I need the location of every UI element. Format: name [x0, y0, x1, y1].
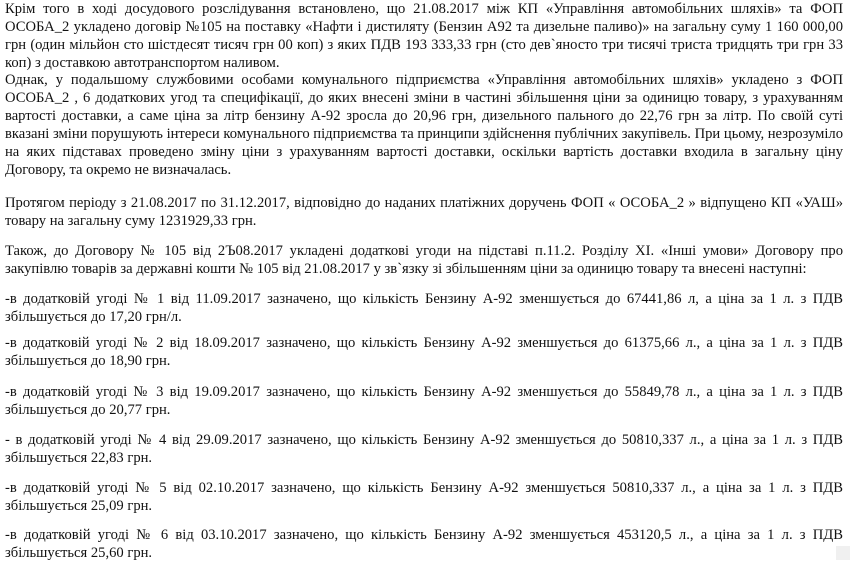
list-item-agreement-3: -в додатковій угоді № 3 від 19.09.2017 зазначено, що кількість Бензину А-92 зменшується до 55849,78 л., а ціна за 1 л. з ПДВ збільшується до 20,77 грн. [5, 384, 843, 418]
paragraph-additional-agreements-intro: Також, до Договору № 105 від 2Ъ08.2017 укладені додаткові угоди на підставі п.11.2. Розділу XI. «Інші умови» Договору про закупівлю товарів за державні кошти № 105 від 21.08.2017 у зв`язку зі збільшенням ціни за одиницю товару та внесені наступні: [5, 243, 843, 277]
list-item-agreement-5: -в додатковій угоді № 5 від 02.10.2017 зазначено, що кількість Бензину А-92 зменшується 50810,337 л., а ціна за 1 л. з ПДВ збільшується 25,09 грн. [5, 480, 843, 514]
list-item-agreement-6: -в додатковій угоді № 6 від 03.10.2017 зазначено, що кількість Бензину А-92 зменшується 453120,5 л., а ціна за 1 л. з ПДВ збільшується 25,60 грн. [5, 527, 843, 561]
list-item-agreement-1: -в додатковій угоді № 1 від 11.09.2017 зазначено, що кількість Бензину А-92 зменшується до 67441,86 л, а ціна за 1 л. з ПДВ збільшується до 17,20 грн/л. [5, 291, 843, 325]
paragraph-price-changes: Однак, у подальшому службовими особами комунального підприємства «Управління автомобільних шляхів» укладено з ФОП ОСОБА_2 , 6 додаткових угод та специфікації, до яких внесені зміни в частині збільшення ціни за одиницю товару, з урахуванням вартості доставки, а саме ціна за літр бензину А-92 зросла до 20,96 грн, дизельного пального до 22,76 грн за літр. По своїй суті вказані зміни порушують інтереси комунального підприємства та принципи здійснення публічних закупівель. При цьому, незрозуміло на яких підставах проведено зміну ціни з урахуванням вартості доставки, оскільки вартість доставки входила в загальну ціну Договору, та окремо не визначалась. [5, 72, 843, 178]
paragraph-delivery-period: Протягом періоду з 21.08.2017 по 31.12.2017, відповідно до наданих платіжних доручень ФОП « ОСОБА_2 » відпущено КП «УАШ» товару на загальну суму 1231929,33 грн. [5, 195, 843, 229]
paragraph-contract-details: Крім того в ході досудового розслідування встановлено, що 21.08.2017 між КП «Управління автомобільних шляхів» та ФОП ОСОБА_2 укладено договір №105 на поставку «Нафти і дистиляту (Бензин А92 та дизельне паливо)» на загальну суму 1 160 000,00 грн (один мільйон сто шістдесят тисяч грн 00 коп) з яких ПДВ 193 333,33 грн (сто дев`яносто три тисячі триста тридцять три грн 33 коп) з доставкою автотранспортом наливом. [5, 1, 843, 71]
list-item-agreement-2: -в додатковій угоді № 2 від 18.09.2017 зазначено, що кількість Бензину А-92 зменшується до 61375,66 л., а ціна за 1 л. з ПДВ збільшується до 18,90 грн. [5, 335, 843, 369]
scrollbar-corner [836, 546, 850, 560]
list-item-agreement-4: - в додатковій угоді № 4 від 29.09.2017 зазначено, що кількість Бензину А-92 зменшується до 50810,337 л., а ціна за 1 л. з ПДВ збільшується 22,83 грн. [5, 432, 843, 466]
